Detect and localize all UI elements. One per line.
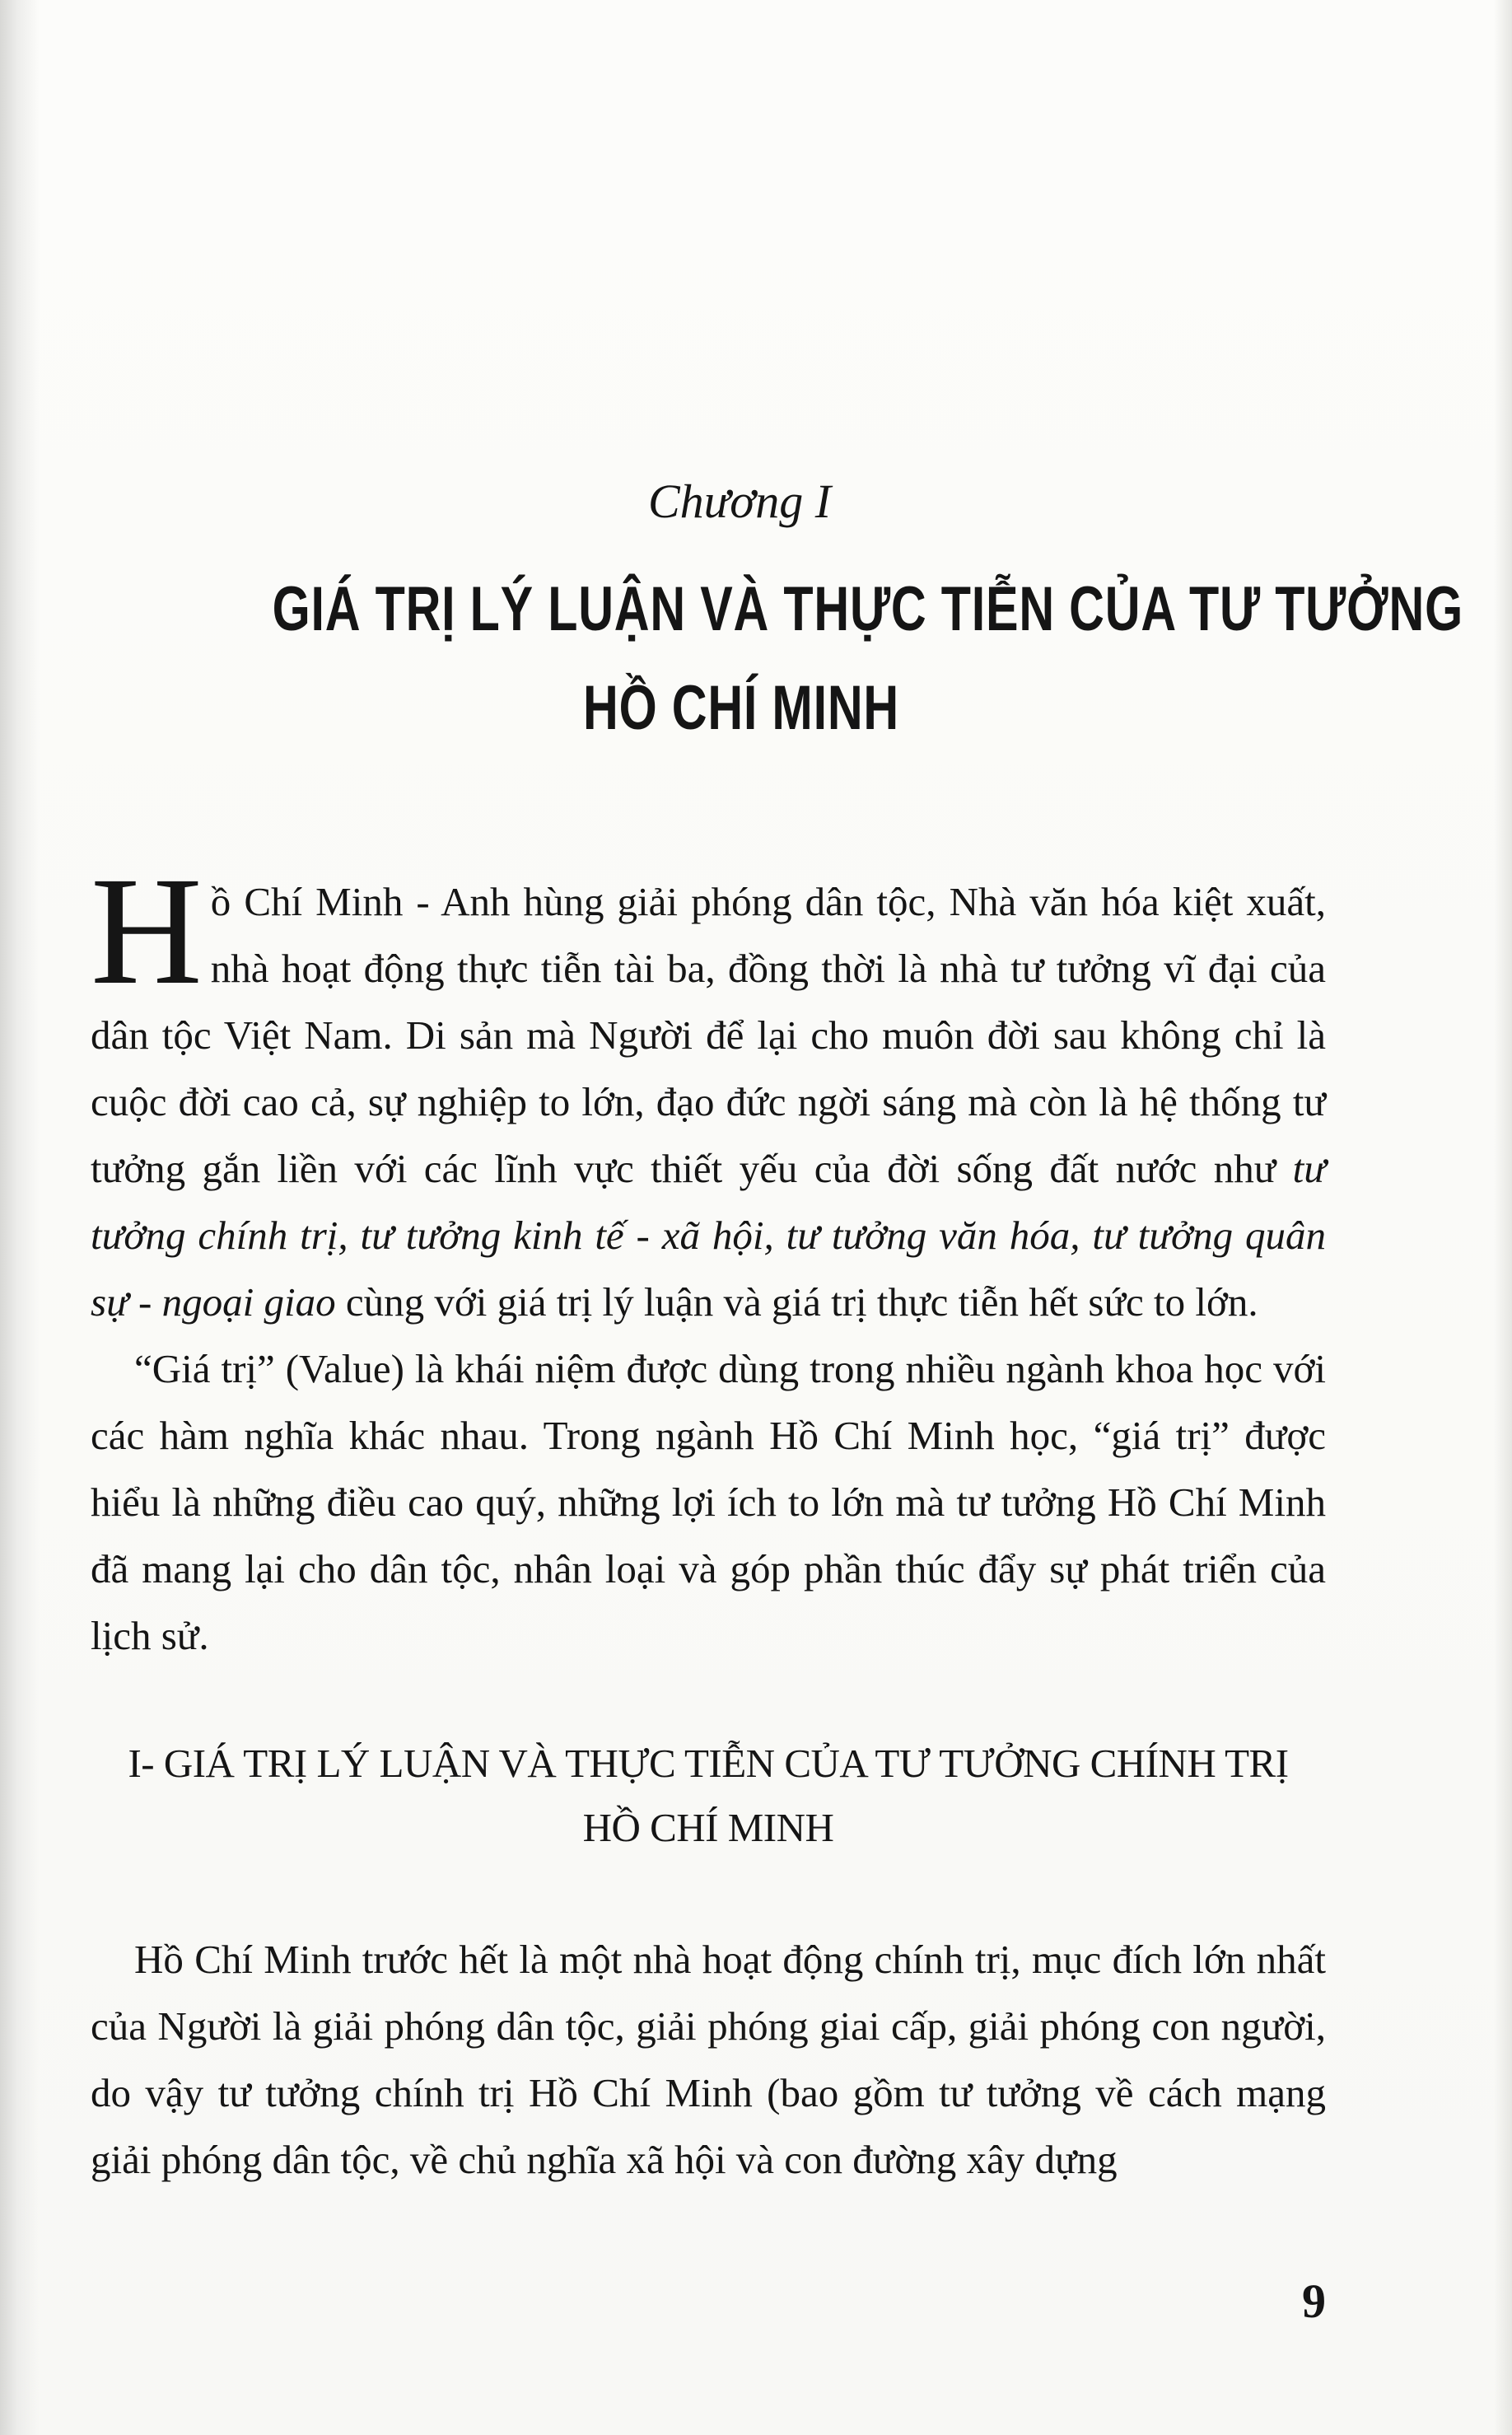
chapter-title (272, 560, 1463, 758)
intro-text-start: ồ Chí Minh - Anh hùng giải phóng dân tộc, Nhà văn hóa kiệt xuất, nhà hoạt động thực tiễn tài ba, đồng thời là nhà tư tưởng vĩ đại của dân tộc Việt Nam. Di sản mà Người để lại cho muôn đời sau không chỉ là cuộc đời cao cả, sự nghiệp to lớn, đạo đức ngời sáng mà còn là hệ thống tư tưởng gắn liền với các lĩnh vực thiết yếu của đời sống đất nước như (91, 879, 1326, 1191)
chapter-title-line-2: HỒ CHÍ MINH (582, 673, 900, 743)
chapter-label: Chương I (647, 474, 832, 528)
section-heading-line-2: HỒ CHÍ MINH (582, 1805, 834, 1850)
section-heading (91, 1732, 1326, 1860)
section-body-text (91, 1926, 1326, 2193)
page-gutter-shadow (0, 0, 40, 2435)
section-paragraph: Hồ Chí Minh trước hết là một nhà hoạt động chính trị, mục đích lớn nhất của Người là giải phóng dân tộc, giải phóng giai cấp, giải phóng con người, do vậy tư tưởng chính trị Hồ Chí Minh (bao gồm tư tưởng về cách mạng giải phóng dân tộc, về chủ nghĩa xã hội và con đường xây dựng (91, 1937, 1326, 2182)
page-edge-shadow (1494, 0, 1512, 2435)
main-body-text (91, 844, 1326, 1669)
intro-italic-text: tư tưởng chính trị, tư tưởng kinh tế - xã hội, tư tưởng văn hóa, tư tưởng quân sự - ngoại giao (91, 1146, 1326, 1325)
intro-paragraph (91, 844, 1326, 1335)
intro-text-end: cùng với giá trị lý luận và giá trị thực tiễn hết sức to lớn. (335, 1279, 1258, 1325)
drop-cap: H (91, 844, 203, 1017)
chapter-title-line-1: GIÁ TRỊ LÝ LUẬN VÀ THỰC TIỄN CỦA TƯ TƯỞNG (272, 574, 1463, 644)
section-heading-line-1: I- GIÁ TRỊ LÝ LUẬN VÀ THỰC TIỄN CỦA TƯ TƯỞNG CHÍNH TRỊ (128, 1741, 1289, 1786)
page-number: 9 (1302, 2274, 1326, 2328)
value-paragraph: “Giá trị” (Value) là khái niệm được dùng trong nhiều ngành khoa học với các hàm nghĩa khác nhau. Trong ngành Hồ Chí Minh học, “giá trị” được hiểu là những điều cao quý, những lợi ích to lớn mà tư tưởng Hồ Chí Minh đã mang lại cho dân tộc, nhân loại và góp phần thúc đẩy sự phát triển của lịch sử. (91, 1346, 1326, 1658)
